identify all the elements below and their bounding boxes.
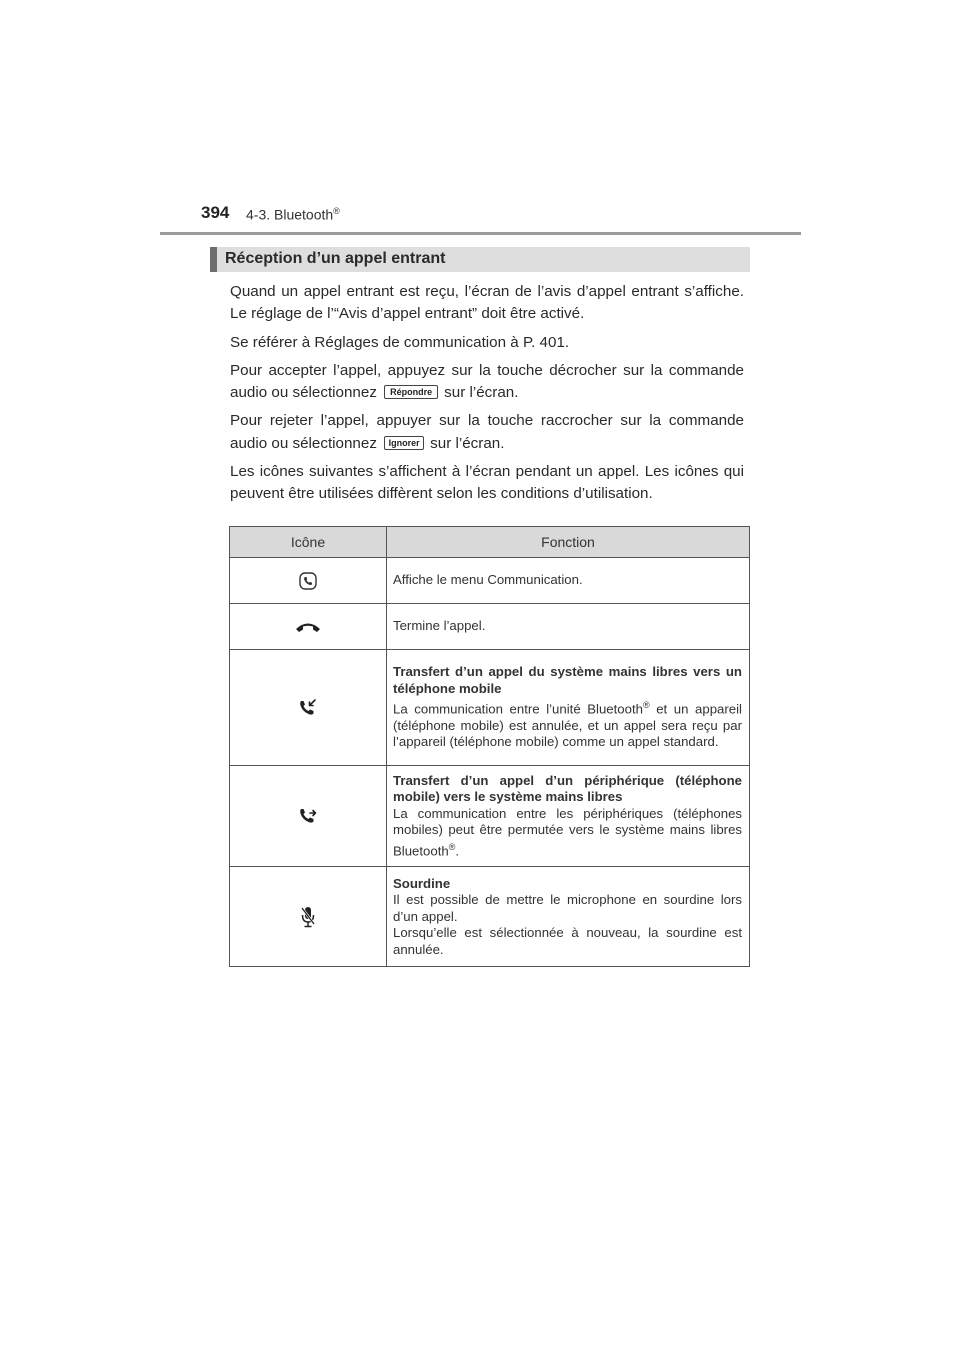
table-row [230,867,750,967]
paragraph-reference: Se référer à Réglages de communication à P. 401. [230,333,570,351]
icon-cell [230,766,387,867]
table-row [230,650,750,766]
icon-cell [230,604,387,650]
paragraph-icons: Les icônes suivantes s’affichent à l’écran pendant un appel. Les icônes qui peuvent être utilisées diffèrent selon les conditions d’utilisation. [230,463,744,503]
chapter-title [246,206,340,223]
section-heading [210,247,750,272]
answer-button[interactable]: Répondre [384,385,438,399]
paragraph-intro: Quand un appel entrant est reçu, l’écran de l’avis d’appel entrant s’affiche. Le réglage de l’“Avis d’appel entrant” doit être activé. [230,283,744,323]
function-text: La communication entre les périphériques (téléphones mobiles) peut être permutée vers le système mains libres Bluetooth [393,805,742,859]
reject-text-end: sur l’écran. [430,434,505,452]
table-header-row [230,527,750,558]
function-title: Transfert d’un appel du système mains libres vers un téléphone mobile [393,664,742,696]
registered-mark: ® [333,206,340,216]
end-call-icon [294,620,322,634]
icon-function-table [229,526,750,967]
function-text: La communication entre l’unité Bluetooth [393,701,643,717]
chapter-label: 4-3. Bluetooth [246,206,334,223]
icon-cell [230,650,387,766]
function-title: Sourdine [393,875,451,891]
accept-text-end: sur l’écran. [444,384,519,402]
transfer-to-handsfree-icon [297,805,319,827]
body-text [230,281,744,512]
function-text-end: . [455,843,460,859]
function-cell [387,766,750,867]
registered-mark: ® [642,700,650,711]
page-number: 394 [201,203,230,222]
header-function: Fonction [387,527,750,558]
header-icon: Icône [230,527,387,558]
communication-menu-icon [298,571,318,591]
transfer-to-phone-icon [297,697,319,719]
ignore-button[interactable]: Ignorer [384,436,424,450]
header-rule [160,232,801,235]
icon-cell [230,867,387,967]
table-row [230,558,750,604]
reject-text: Pour rejeter l’appel, appuyer sur la touche raccrocher sur la commande audio ou sélectionnez [230,412,744,452]
function-cell [387,650,750,766]
function-cell [387,867,750,967]
section-title: Réception d’un appel entrant [225,250,446,267]
paragraph-accept [230,360,744,405]
paragraph-reject [230,410,744,455]
icon-cell [230,558,387,604]
table-row [230,766,750,867]
function-text-end: et un appareil (téléphone mobile) est annulée, et un appel sera reçu par l’appareil (téléphone mobile) comme un appel standard. [393,701,742,750]
registered-mark: ® [448,841,456,852]
mute-microphone-icon [300,905,316,929]
function-title: Transfert d’un appel d’un périphérique (téléphone mobile) vers le système mains libres [393,773,742,805]
function-text: Il est possible de mettre le microphone en sourdine lors d’un appel. [393,892,742,924]
table-row [230,604,750,650]
function-cell: Affiche le menu Communication. [387,558,750,604]
function-cell: Termine l’appel. [387,604,750,650]
accept-text: Pour accepter l’appel, appuyez sur la touche décrocher sur la commande audio ou sélectionnez [230,361,744,402]
function-text: Lorsqu’elle est sélectionnée à nouveau, la sourdine est annulée. [393,925,742,957]
